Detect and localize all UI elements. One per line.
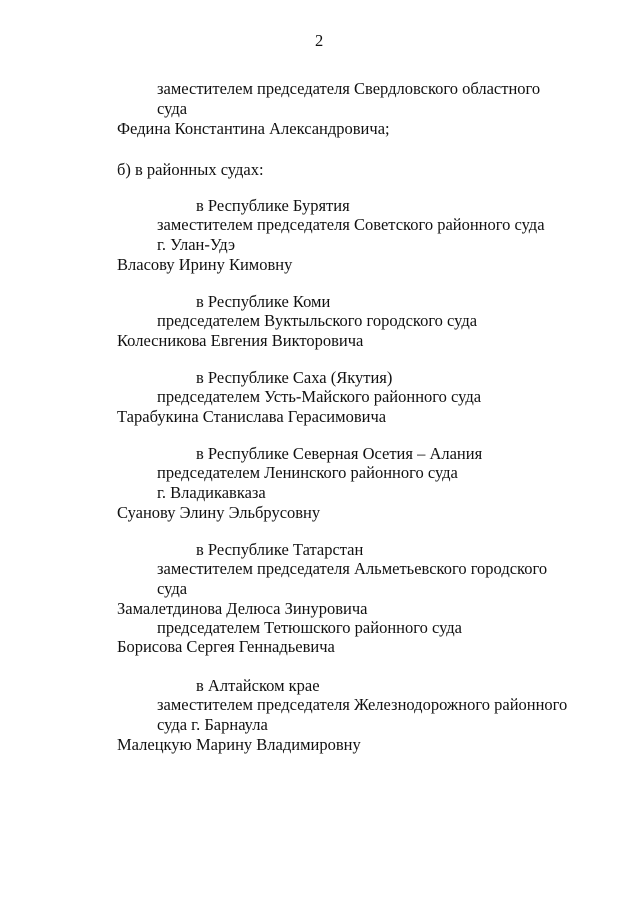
section-heading: б) в районных судах: [117,160,264,179]
position-text: заместителем председателя Свердловского областного [157,79,541,98]
position-text: председателем Вуктыльского городского суда [157,311,478,330]
person-name: Федина Константина Александровича; [117,119,390,138]
person-name: Власову Ирину Кимовну [117,255,293,274]
position-text: председателем Усть-Майского районного суда [157,387,482,406]
region-heading: в Республике Коми [196,292,331,311]
person-name: Тарабукина Станислава Герасимовича [117,407,387,426]
position-text: г. Улан-Удэ [157,235,236,254]
position-text: заместителем председателя Советского районного суда [157,215,545,234]
region-heading: в Республике Татарстан [196,540,364,559]
position-text: заместителем председателя Альметьевского городского [157,559,548,578]
position-text: суда [157,579,188,598]
position-text: председателем Тетюшского районного суда [157,618,462,637]
person-name: Колесникова Евгения Викторовича [117,331,364,350]
region-heading: в Республике Бурятия [196,196,350,215]
position-text: суда [157,99,188,118]
person-name: Борисова Сергея Геннадьевича [117,637,335,656]
position-text: г. Владикавказа [157,483,266,502]
person-name: Замалетдинова Делюса Зинуровича [117,599,368,618]
person-name: Малецкую Марину Владимировну [117,735,361,754]
person-name: Суанову Элину Эльбрусовну [117,503,321,522]
page-number: 2 [315,31,324,50]
position-text: суда г. Барнаула [157,715,268,734]
region-heading: в Республике Северная Осетия – Алания [196,444,483,463]
position-text: заместителем председателя Железнодорожного районного [157,695,568,714]
position-text: председателем Ленинского районного суда [157,463,458,482]
region-heading: в Алтайском крае [196,676,320,695]
region-heading: в Республике Саха (Якутия) [196,368,393,387]
